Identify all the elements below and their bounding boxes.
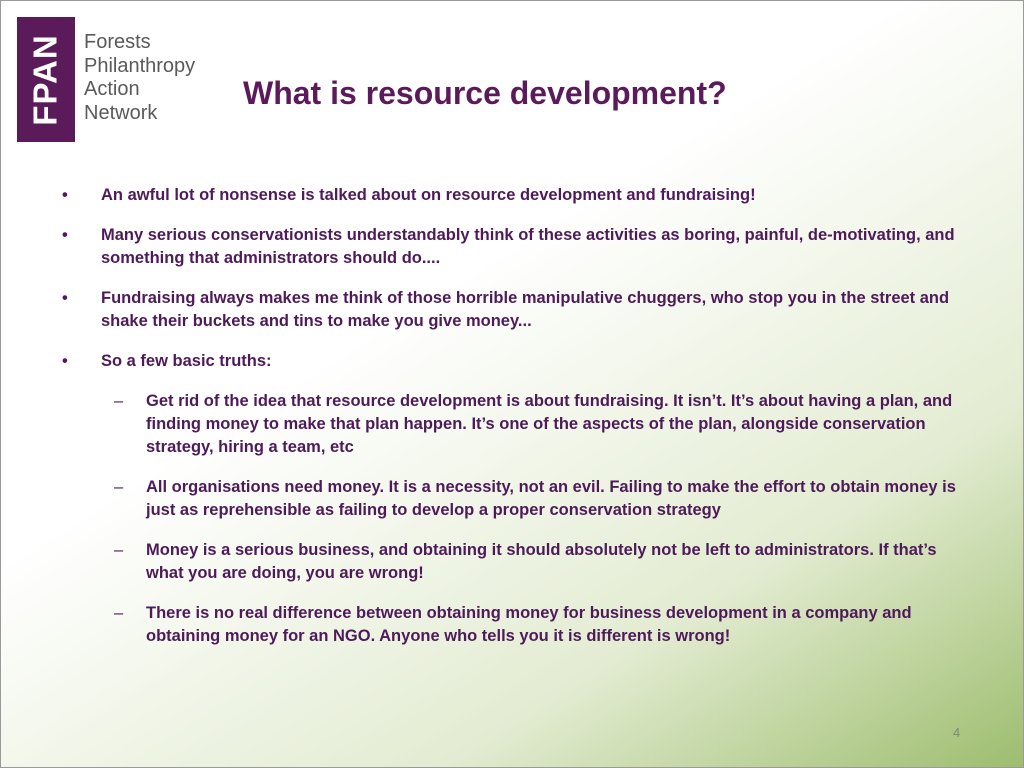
logo-mark-text: FPAN [27, 33, 65, 126]
dash-marker: – [114, 604, 124, 622]
bullet-item [57, 350, 967, 373]
bullet-item [57, 224, 967, 270]
page-number: 4 [953, 725, 961, 740]
sub-bullet-item [114, 602, 967, 648]
logo-line-action: Action [84, 78, 140, 100]
bullet-text: Many serious conservationists understandably think of these activities as boring, painful, de-motivating, and something that administrators should do.... [101, 226, 955, 267]
slide-content [57, 184, 967, 665]
sub-bullet-item [114, 390, 967, 459]
dash-marker: – [114, 541, 124, 559]
bullet-item [57, 287, 967, 333]
bullet-text: Fundraising always makes me think of those horrible manipulative chuggers, who stop you in the street and shake their buckets and tins to make you give money... [101, 289, 950, 330]
logo-line-network: Network [84, 101, 158, 124]
dash-marker: – [114, 478, 124, 496]
logo-line-philanthropy: Philanthropy [84, 54, 196, 77]
bullet-marker: • [62, 226, 68, 244]
sub-bullet-text: Get rid of the idea that resource development is about fundraising. It isn’t. It’s about having a plan, and finding money to make that plan happen. It’s one of the aspects of the plan, alongside conservation strategy, hiring a team, etc [146, 392, 953, 456]
logo-wordmark [75, 17, 195, 142]
sub-bullet-item [114, 476, 967, 522]
sub-bullet-item [114, 539, 967, 585]
sub-bullet-text: Money is a serious business, and obtaining it should absolutely not be left to administrators. If that’s what you are doing, you are wrong! [146, 541, 937, 582]
sub-bullet-text: There is no real difference between obtaining money for business development in a company and obtaining money for an NGO. Anyone who tells you it is different is wrong! [146, 604, 912, 645]
logo-mark [17, 17, 75, 142]
slide-title: What is resource development? [243, 75, 727, 111]
bullet-marker: • [62, 186, 68, 204]
bullet-marker: • [62, 352, 68, 370]
dash-marker: – [114, 392, 124, 410]
bullet-text: So a few basic truths: [101, 352, 272, 370]
fpan-logo [17, 17, 218, 142]
bullet-text: An awful lot of nonsense is talked about on resource development and fundraising! [101, 186, 756, 204]
sub-bullet-text: All organisations need money. It is a necessity, not an evil. Failing to make the effort to obtain money is just as reprehensible as failing to develop a proper conservation strategy [146, 478, 956, 519]
bullet-marker: • [62, 289, 68, 307]
bullet-item [57, 184, 967, 207]
logo-line-forests: Forests [84, 31, 151, 53]
